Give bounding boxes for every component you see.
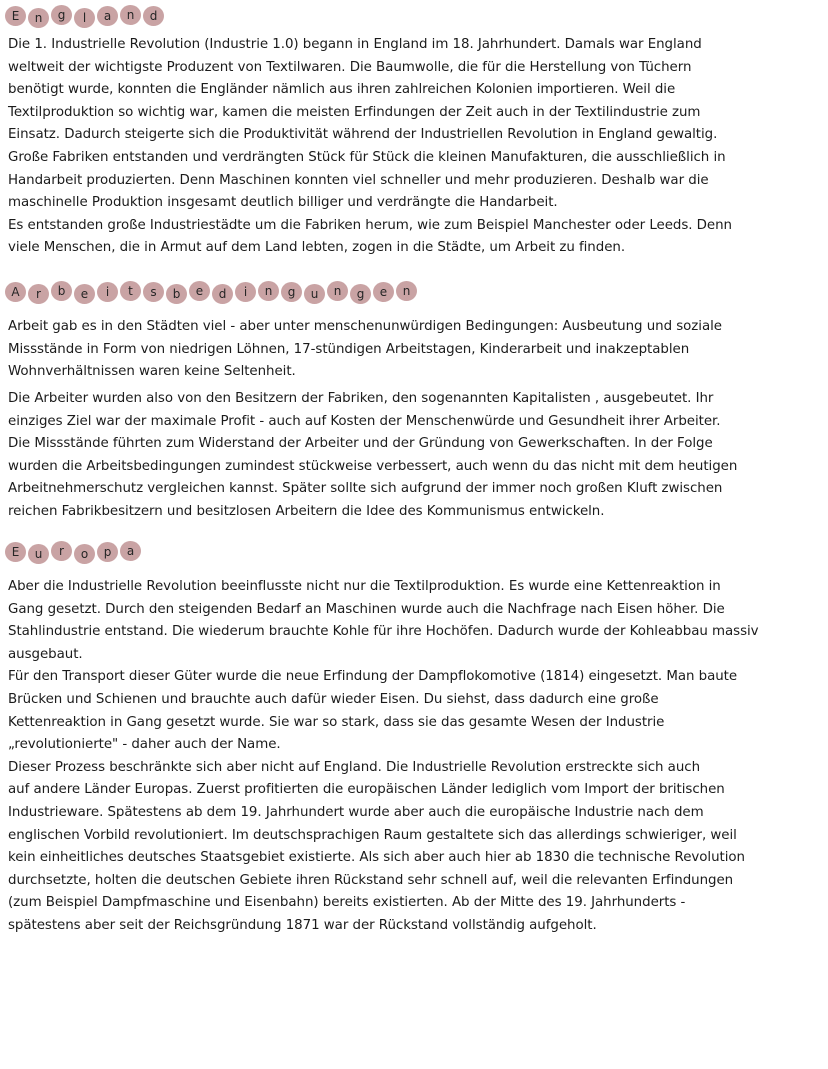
- heading-letter: u: [28, 544, 49, 564]
- heading-text: [6, 6, 164, 26]
- heading-letter: l: [74, 8, 95, 28]
- paragraph-arbeitsbedingungen-2: Die Arbeiter wurden also von den Besitzern der Fabriken, den sogenannten Kapitalisten , ausgebeutet. Ihr einziges Ziel war der maximale Profit - auch auf Kosten der Menschenwürde und Gesundheit ihrer Arbeiter. Die Missstände führten zum Widerstand der Arbeiter und der Gründung von Gewerkschaften. In der Folge wurden die Arbeitsbedingungen zumindest stückweise verbessert, auch wenn du das nicht mit dem heutigen Arbeitnehmerschutz vergleichen kannst. Später sollte sich aufgrund der immer noch großen Kluft zwischen reichen Fabrikbesitzern und besitzlosen Arbeitern die Idee des Kommunismus entwickeln.: [8, 391, 738, 519]
- heading-letter: A: [5, 282, 26, 302]
- heading-letter: b: [166, 284, 187, 304]
- heading-letter: s: [143, 282, 164, 302]
- heading-letter: e: [74, 284, 95, 304]
- heading-letter: r: [28, 284, 49, 304]
- heading-letter: r: [51, 541, 72, 561]
- heading-letter: d: [143, 6, 164, 26]
- heading-letter: e: [189, 281, 210, 301]
- paragraph-europa: Aber die Industrielle Revolution beeinflusste nicht nur die Textilproduktion. Es wurde eine Kettenreaktion in Gang gesetzt. Durch den steigenden Bedarf an Maschinen wurde auch die Nachfrage nach Eisen höher. Die Stahlindustrie entstand. Die wiederum brauchte Kohle für ihre Hochöfen. Dadurch wurde der Kohleabbau massiv ausgebaut. Für den Transport dieser Güter wurde die neue Erfindung der Dampflokomotive (1814) eingesetzt. Man baute Brücken und Schienen und brauchte auch dafür wieder Eisen. Du siehst, dass dadurch eine große Kettenreaktion in Gang gesetzt wurde. Sie war so stark, dass sie das gesamte Wesen der Industrie „revolutionierte" - daher auch der Name. Dieser Prozess beschränkte sich aber nicht auf England. Die Industrielle Revolution erstreckte sich auch auf andere Länder Europas. Zuerst profitierten die europäischen Länder lediglich vom Import der britischen Industrieware. Spätestens ab dem 19. Jahrhundert wurde aber auch die europäische Industrie nach dem englischen Vorbild revolutioniert. Im deutschsprachigen Raum gestaltete sich das allerdings schwieriger, weil kein einheitliches deutsches Staatsgebiet existierte. Als sich aber auch hier ab 1830 die technische Revolution durchsetzte, holten die deutschen Gebiete ihren Rückstand sehr schnell auf, weil die relevanten Erfindungen (zum Beispiel Dampfmaschine und Eisenbahn) bereits existierten. Ab der Mitte des 19. Jahrhunderts - spätestens aber seit der Reichsgründung 1871 war der Rückstand vollständig aufgeholt.: [8, 579, 759, 933]
- heading-letter: t: [120, 281, 141, 301]
- heading-letter: u: [304, 284, 325, 304]
- heading-letter: n: [327, 281, 348, 301]
- paragraph-arbeitsbedingungen-1: Arbeit gab es in den Städten viel - aber unter menschenunwürdigen Bedingungen: Ausbeutung und soziale Missstände in Form von niedrigen Löhnen, 17-stündigen Arbeitstagen, Kinderarbeit und inakzeptablen Wohnverhältnissen waren keine Seltenheit.: [8, 319, 722, 380]
- heading-letter: g: [281, 282, 302, 302]
- heading-england: [6, 6, 164, 26]
- heading-letter: E: [5, 542, 26, 562]
- heading-arbeitsbedingungen: [6, 282, 417, 302]
- heading-letter: g: [51, 5, 72, 25]
- heading-letter: i: [235, 282, 256, 302]
- heading-letter: E: [5, 6, 26, 26]
- heading-letter: b: [51, 281, 72, 301]
- heading-letter: n: [396, 281, 417, 301]
- heading-letter: n: [258, 281, 279, 301]
- heading-letter: n: [28, 8, 49, 28]
- heading-letter: g: [350, 284, 371, 304]
- paragraph-england: Die 1. Industrielle Revolution (Industrie 1.0) begann in England im 18. Jahrhundert. Damals war England weltweit der wichtigste Produzent von Textilwaren. Die Baumwolle, die für die Herstellung von Tüchern benötigt wurde, konnten die Engländer nämlich aus ihren zahlreichen Kolonien importieren. Weil die Textilproduktion so wichtig war, kamen die meisten Erfindungen der Zeit auch in der Textilindustrie zum Einsatz. Dadurch steigerte sich die Produktivität während der Industriellen Revolution in England gewaltig. Große Fabriken entstanden und verdrängten Stück für Stück die kleinen Manufakturen, die ausschließlich in Handarbeit produzierten. Denn Maschinen konnten viel schneller und mehr produzieren. Deshalb war die maschinelle Produktion insgesamt deutlich billiger und verdrängte die Handarbeit. Es entstanden große Industriestädte um die Fabriken herum, wie zum Beispiel Manchester oder Leeds. Denn viele Menschen, die in Armut auf dem Land lebten, zogen in die Städte, um Arbeit zu finden.: [8, 37, 732, 256]
- heading-letter: n: [120, 5, 141, 25]
- heading-letter: a: [120, 541, 141, 561]
- heading-letter: o: [74, 544, 95, 564]
- heading-text: [6, 542, 141, 562]
- heading-letter: i: [97, 282, 118, 302]
- heading-letter: d: [212, 284, 233, 304]
- heading-letter: e: [373, 282, 394, 302]
- heading-letter: a: [97, 6, 118, 26]
- heading-letter: p: [97, 542, 118, 562]
- heading-text: [6, 282, 417, 302]
- heading-europa: [6, 542, 141, 562]
